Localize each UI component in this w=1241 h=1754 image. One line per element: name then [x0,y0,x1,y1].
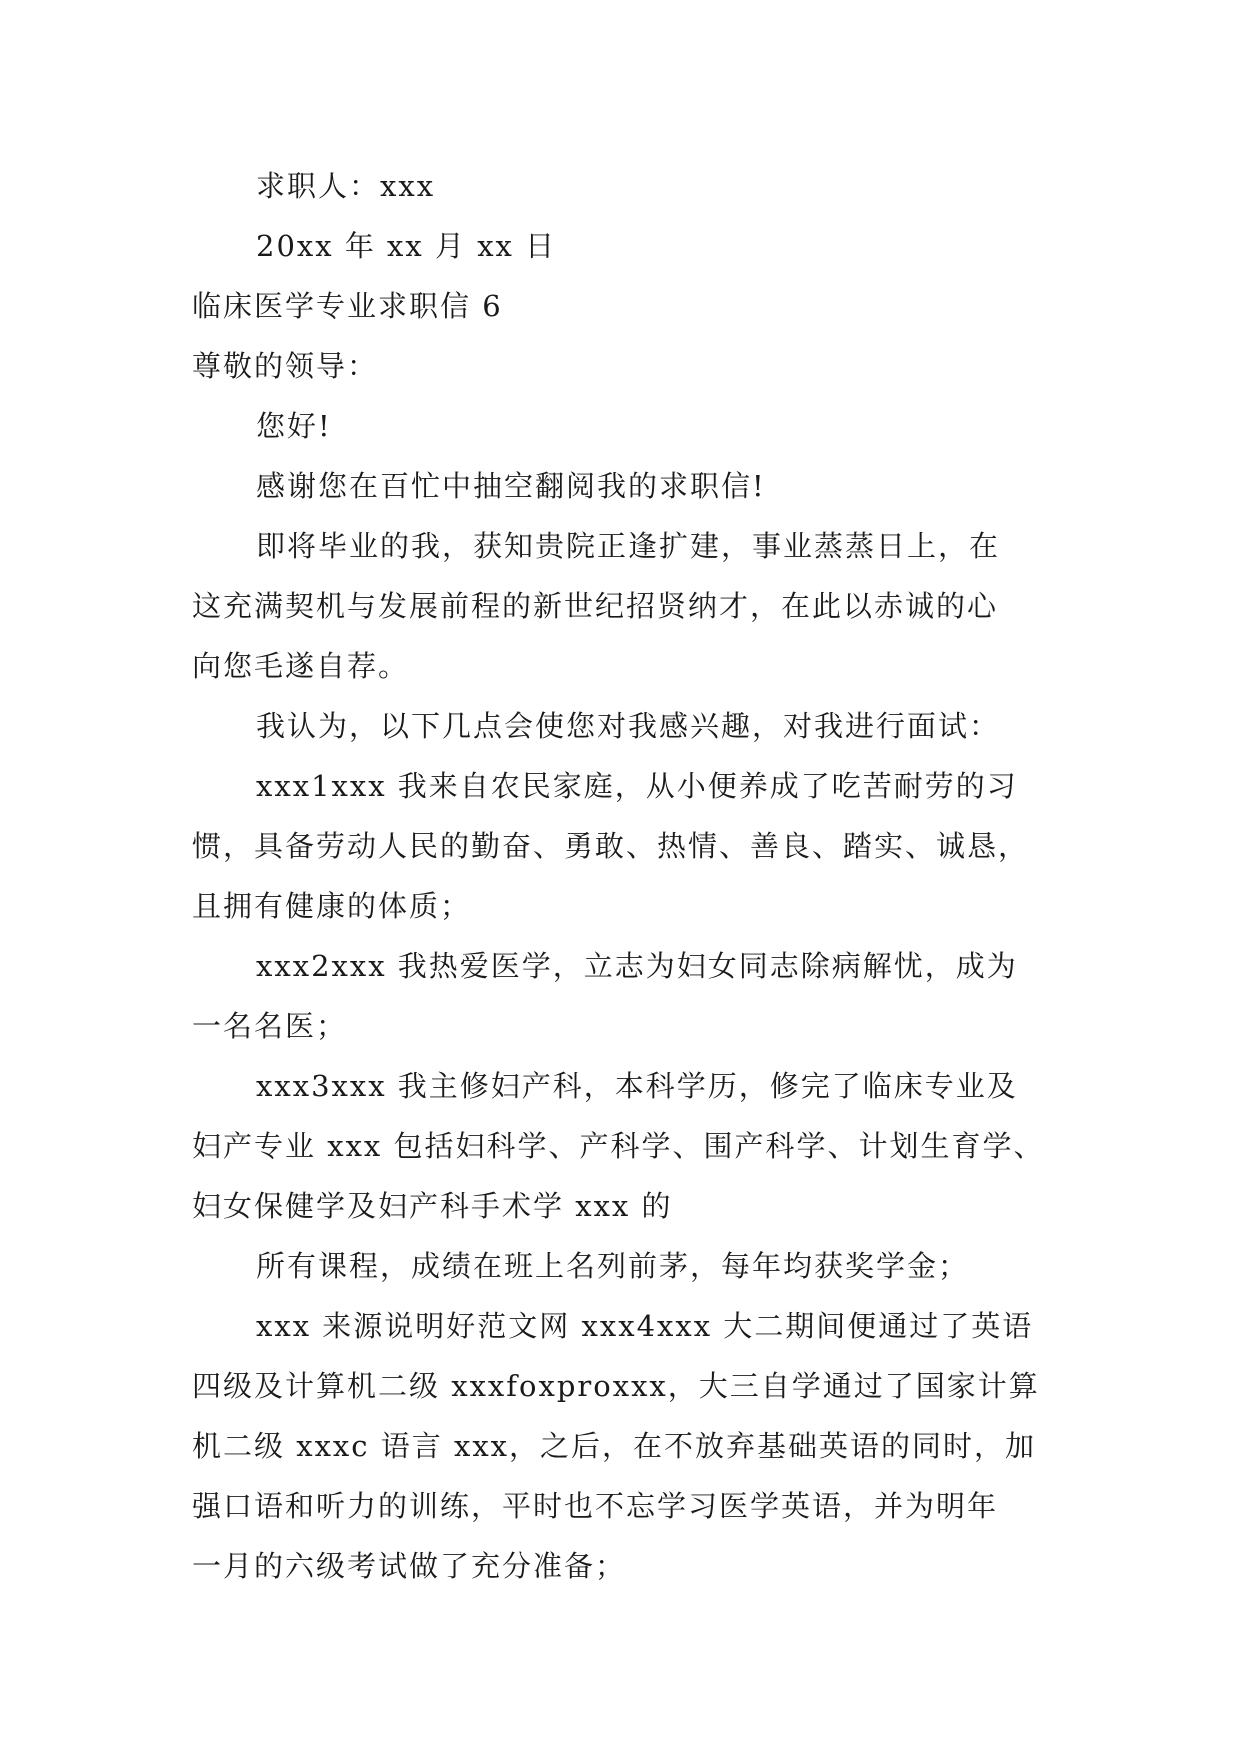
paragraph-line: 我认为，以下几点会使您对我感兴趣，对我进行面试： [256,709,1001,743]
paragraph-line: 妇女保健学及妇产科手术学 xxx 的 [192,1189,673,1223]
letter-body [192,156,1062,1596]
paragraph-line: 一月的六级考试做了充分准备； [192,1549,627,1583]
paragraph-line: 妇产专业 xxx 包括妇科学、产科学、围产科学、计划生育学、 [192,1129,1045,1163]
date-line: 20xx 年 xx 月 xx 日 [256,229,557,263]
paragraph-line: 这充满契机与发展前程的新世纪招贤纳才，在此以赤诚的心 [192,589,999,623]
letter-title: 临床医学专业求职信 6 [192,289,503,323]
paragraph-line: 四级及计算机二级 xxxfoxproxxx，大三自学通过了国家计算 [192,1369,1040,1403]
greeting: 您好! [256,409,332,443]
paragraph-line: 机二级 xxxc 语言 xxx，之后，在不放弃基础英语的同时，加 [192,1429,1037,1463]
paragraph-line: xxx1xxx 我来自农民家庭，从小便养成了吃苦耐劳的习 [256,769,1018,803]
paragraph-line: xxx2xxx 我热爱医学，立志为妇女同志除病解忧，成为 [256,949,1018,983]
paragraph-line: 向您毛遂自荐。 [192,649,410,683]
paragraph-line: 一名名医； [192,1009,348,1043]
paragraph-line: xxx 来源说明好范文网 xxx4xxx 大二期间便通过了英语 [256,1309,1034,1343]
applicant-line: 求职人：xxx [256,169,436,203]
paragraph-line: 所有课程，成绩在班上名列前茅，每年均获奖学金； [256,1249,970,1283]
salutation: 尊敬的领导： [192,349,379,383]
paragraph-line: 即将毕业的我，获知贵院正逢扩建，事业蒸蒸日上，在 [256,529,1001,563]
paragraph-line: 且拥有健康的体质； [192,889,472,923]
paragraph-line: 惯，具备劳动人民的勤奋、勇敢、热情、善良、踏实、诚恳， [192,829,1030,863]
paragraph-line: xxx3xxx 我主修妇产科，本科学历，修完了临床专业及 [256,1069,1018,1103]
paragraph-line: 感谢您在百忙中抽空翻阅我的求职信! [256,469,766,503]
paragraph-line: 强口语和听力的训练，平时也不忘学习医学英语，并为明年 [192,1489,999,1523]
